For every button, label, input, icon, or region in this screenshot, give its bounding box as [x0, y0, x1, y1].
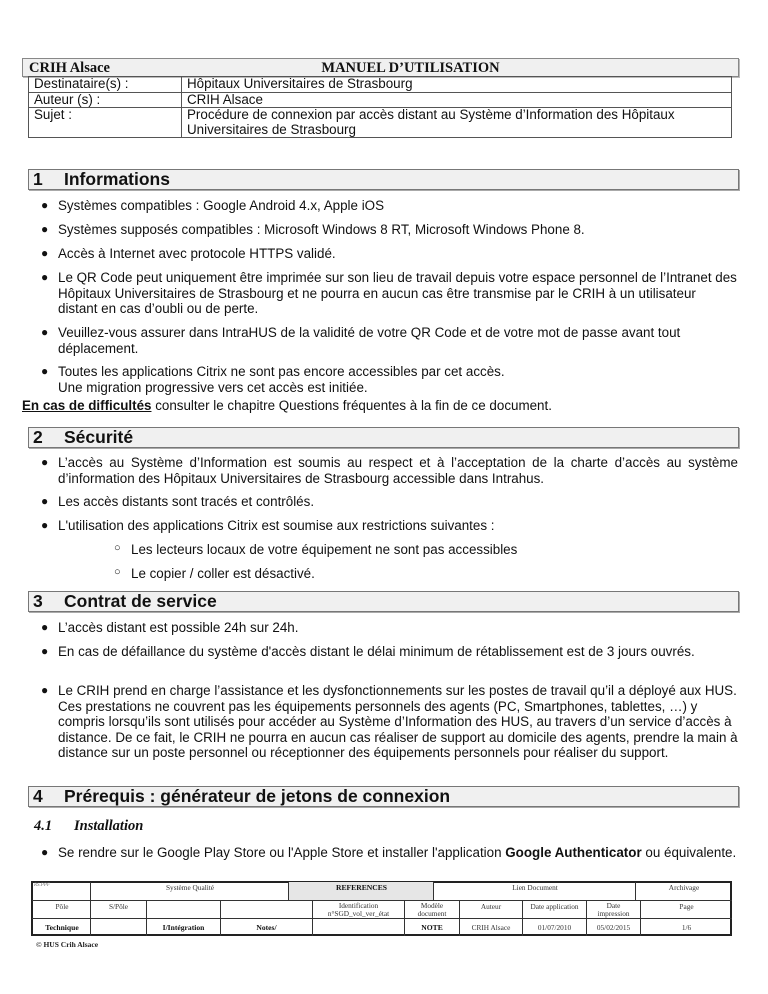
app-name: Google Authenticator — [505, 845, 642, 860]
bullet-icon: ● — [41, 364, 49, 378]
sub-list-item: ○ Les lecteurs locaux de votre équipement ne sont pas accessibles — [114, 542, 518, 557]
footer-reference-table — [31, 881, 732, 936]
difficulty-note — [22, 398, 552, 413]
note-emphasis: En cas de difficultés — [22, 398, 152, 413]
bullet-icon: ● — [41, 518, 49, 532]
footer-value-page: 1/6 — [640, 918, 732, 936]
bullet-icon: ● — [41, 845, 49, 859]
footer-quality-system: Système Qualité — [90, 882, 289, 900]
bullet-icon: ● — [41, 683, 49, 697]
footer-archiving: Archivage — [635, 882, 732, 900]
section-heading-securite — [28, 427, 739, 448]
section-title: Sécurité — [64, 427, 134, 447]
section-number: 1 — [33, 169, 43, 189]
info-row — [29, 92, 732, 108]
footer-code: RS.PPF — [34, 883, 50, 888]
footer-empty-cell — [146, 900, 220, 918]
header-document-type: MANUEL D’UTILISATION — [321, 60, 500, 76]
info-label: Auteur (s) : — [29, 92, 182, 108]
section-heading-informations — [28, 169, 739, 190]
list-item: ● Se rendre sur le Google Play Store ou l'Apple Store et installer l'application Google Authenticator ou équivalente. — [41, 845, 737, 860]
footer-value-pole: Technique — [32, 918, 92, 936]
list-item: ● L’accès au Système d’Information est soumis au respect et à l’acceptation de la charte d’accès au système d’information des Hôpitaux Universitaires de Strasbourg accessible dans Intrahus. — [41, 455, 738, 486]
footer-label-page: Page — [640, 900, 732, 918]
section-number: 3 — [33, 591, 43, 611]
footer-label-date-application: Date application — [522, 900, 586, 918]
section-title: Contrat de service — [64, 591, 217, 611]
document-header — [22, 58, 739, 77]
footer-value-date-application: 01/07/2010 — [522, 918, 586, 936]
list-item: ● Le QR Code peut uniquement être imprimée sur son lieu de travail depuis votre espace personnel de l’Intranet des Hôpitaux Universitaires de Strasbourg et ne pourra en aucun cas être transmise par le CRIH à un utilisateur distant en cas d’oubli ou de perte. — [41, 270, 737, 316]
document-info-table — [28, 76, 732, 138]
bullet-icon: ● — [41, 644, 49, 658]
info-row — [29, 108, 732, 138]
footer-label-model: Modèle document — [404, 900, 459, 918]
footer-value-model: NOTE — [404, 918, 459, 936]
info-label: Destinataire(s) : — [29, 77, 182, 93]
circle-bullet-icon: ○ — [114, 542, 121, 554]
section-number: 4 — [33, 786, 43, 806]
list-item: ● Systèmes supposés compatibles : Microsoft Windows 8 RT, Microsoft Windows Phone 8. — [41, 222, 585, 237]
section-heading-prerequis — [28, 786, 739, 807]
footer-empty-cell — [220, 900, 312, 918]
info-value: Hôpitaux Universitaires de Strasbourg — [182, 77, 732, 93]
info-row — [29, 77, 732, 93]
bullet-icon: ● — [41, 494, 49, 508]
list-item: ● Veuillez-vous assurer dans IntraHUS de la validité de votre QR Code et de votre mot de passe avant tout déplacement. — [41, 325, 681, 356]
section-title: Informations — [64, 169, 170, 189]
bullet-icon: ● — [41, 198, 49, 212]
sub-list-item: ○ Le copier / coller est désactivé. — [114, 566, 315, 581]
footer-value-date-print: 05/02/2015 — [586, 918, 640, 936]
bullet-icon: ● — [41, 455, 49, 469]
bullet-icon: ● — [41, 270, 49, 284]
section-title: Prérequis : générateur de jetons de connexion — [64, 786, 451, 806]
footer-references: REFERENCES — [288, 882, 434, 900]
list-item: ● Le CRIH prend en charge l’assistance et les dysfonctionnements sur les postes de travail qu’il a déployé aux HUS. Ces prestations ne couvrent pas les équipements personnels des agents (PC, Smartphones, tablettes, …) y compris lorsqu’ils sont utilisés pour accéder au Système d’Information des HUS, au travers d’un service d’accès à distance. De ce fait, le CRIH ne pourra en aucun cas réaliser de support au domicile des agents, prendre la main à distance sur un poste personnel ou réceptionner des équipements personnels pour réaliser du support. — [41, 683, 738, 760]
bullet-icon: ● — [41, 222, 49, 236]
list-item: ● Systèmes compatibles : Google Android 4.x, Apple iOS — [41, 198, 385, 213]
section-number: 2 — [33, 427, 43, 447]
note-text: consulter le chapitre Questions fréquentes à la fin de ce document. — [151, 398, 552, 413]
list-item: ● Les accès distants sont tracés et contrôlés. — [41, 494, 315, 509]
section-heading-contrat-de-service — [28, 591, 739, 612]
subsection-number: 4.1 — [34, 818, 53, 834]
footer-label-date-print: Date impression — [586, 900, 640, 918]
circle-bullet-icon: ○ — [114, 566, 121, 578]
footer-label-author: Auteur — [459, 900, 522, 918]
footer-label-identification: Identification n°SGD_vol_ver_état — [312, 900, 404, 918]
footer-label-spole: S/Pôle — [90, 900, 146, 918]
list-item: ● L’accès distant est possible 24h sur 24h. — [41, 620, 299, 635]
list-item: ● L'utilisation des applications Citrix est soumise aux restrictions suivantes : — [41, 518, 495, 533]
footer-doc-link: Lien Document — [433, 882, 636, 900]
bullet-icon: ● — [41, 325, 49, 339]
info-value: Procédure de connexion par accès distant au Système d’Information des Hôpitaux Universitaires de Strasbourg — [182, 108, 732, 138]
footer-label-pole: Pôle — [32, 900, 92, 918]
copyright-notice: © HUS Crih Alsace — [36, 940, 99, 949]
list-item: ● En cas de défaillance du système d'accès distant le délai minimum de rétablissement est de 3 jours ouvrés. — [41, 644, 695, 659]
bullet-icon: ● — [41, 620, 49, 634]
footer-value-identification — [312, 918, 404, 936]
bullet-icon: ● — [41, 246, 49, 260]
header-organization: CRIH Alsace — [29, 60, 110, 76]
list-item: ● Toutes les applications Citrix ne sont pas encore accessibles par cet accès. Une migration progressive vers cet accès est initiée. — [41, 364, 505, 395]
subsection-title: Installation — [74, 818, 144, 834]
footer-value-integration: I/Intégration — [146, 918, 220, 936]
list-item: ● Accès à Internet avec protocole HTTPS validé. — [41, 246, 336, 261]
info-value: CRIH Alsace — [182, 92, 732, 108]
info-label: Sujet : — [29, 108, 182, 138]
footer-value-author: CRIH Alsace — [459, 918, 522, 936]
footer-value-spole — [90, 918, 146, 936]
footer-value-notes: Notes/ — [220, 918, 312, 936]
